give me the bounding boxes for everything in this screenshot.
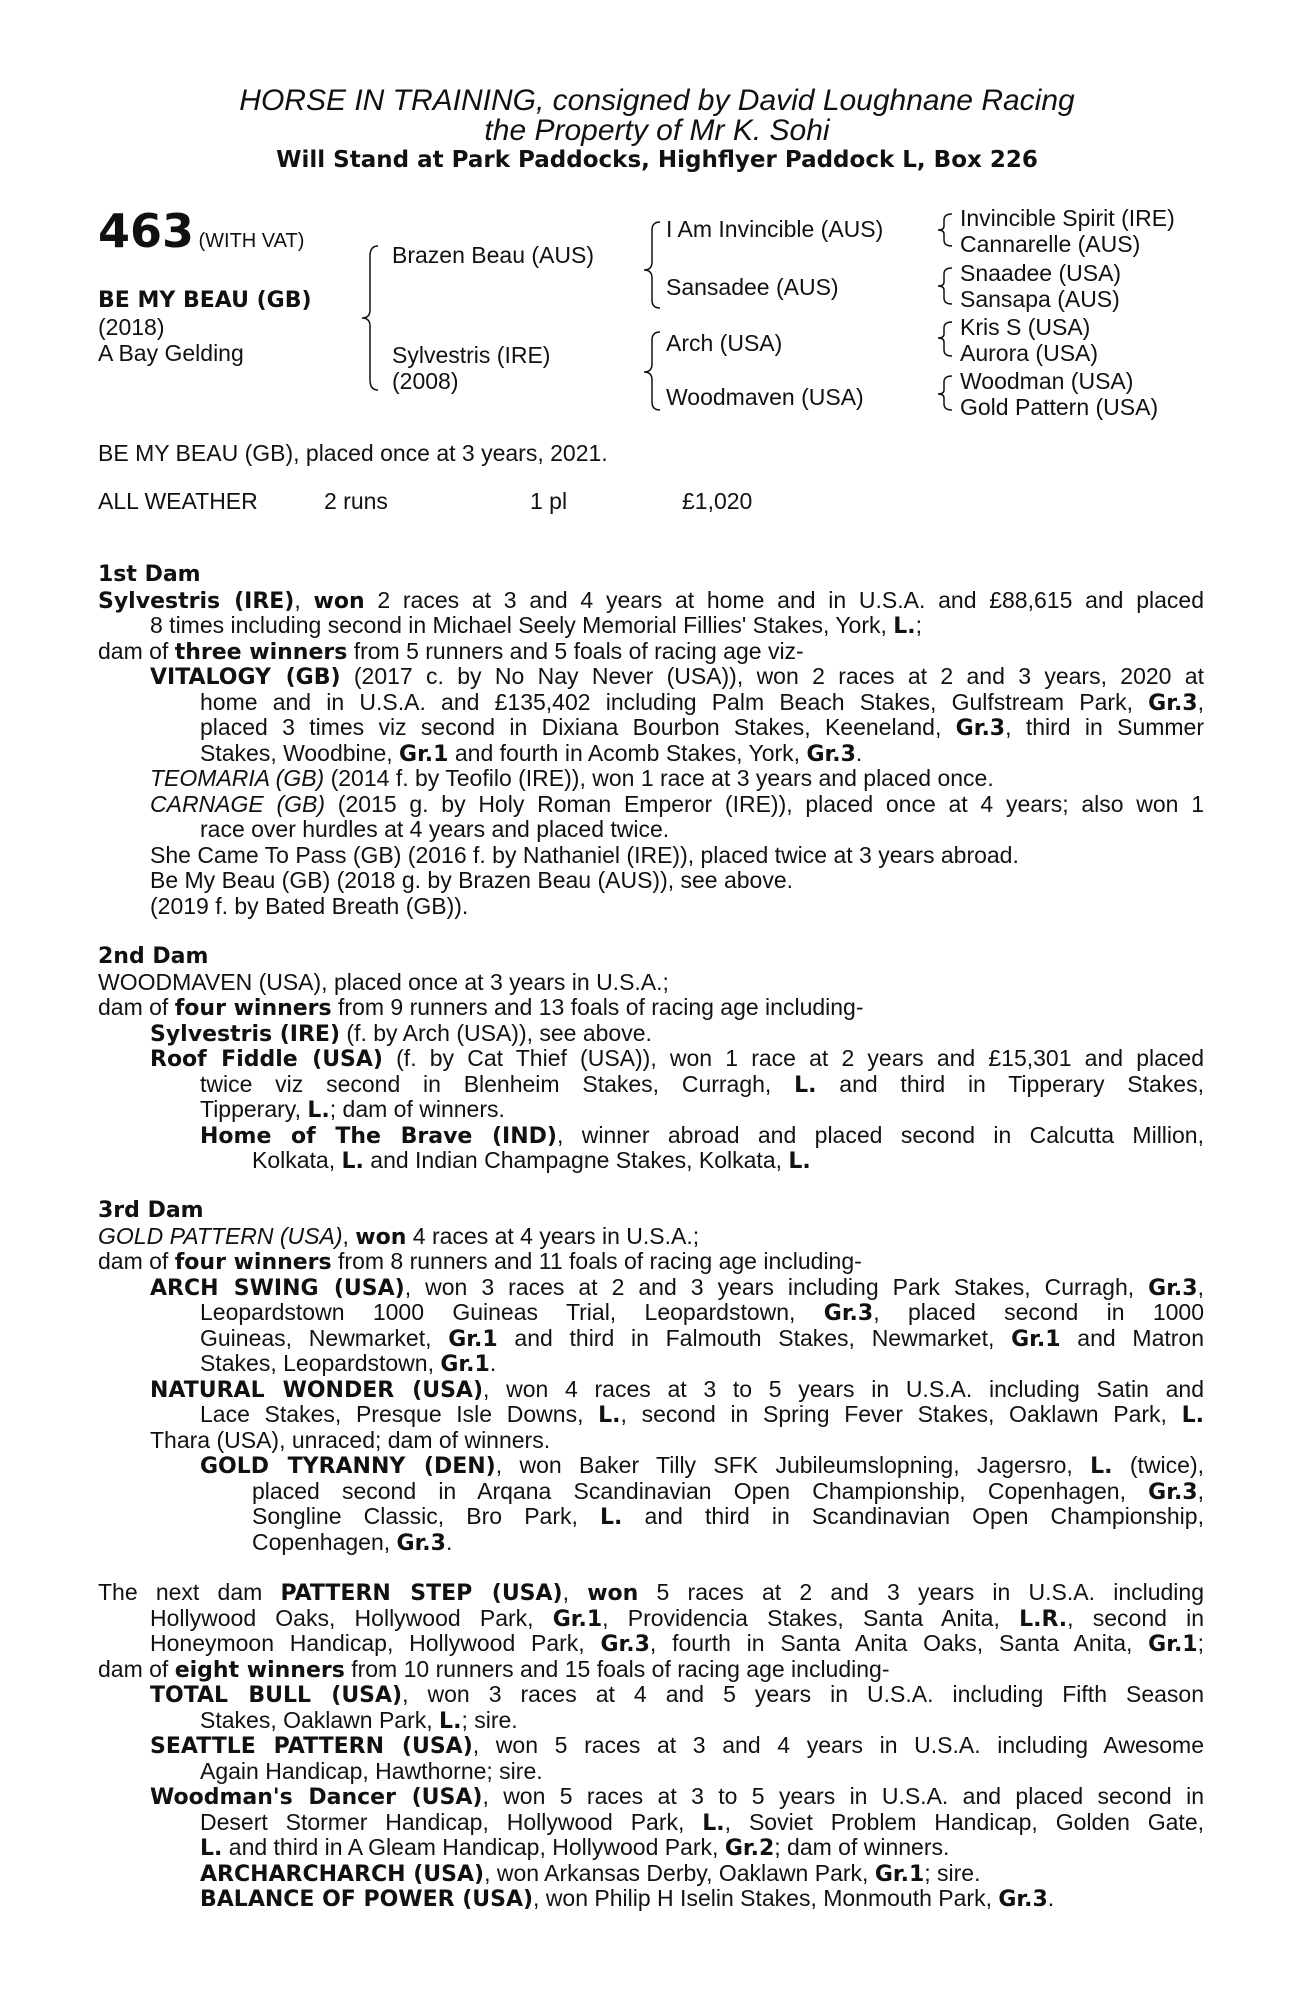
progeny-line: Tipperary, L.; dam of winners. [200, 1096, 505, 1123]
progeny-line: Woodman's Dancer (USA), won 5 races at 3 to 5 years in U.S.A. and placed second in [150, 1783, 1204, 1810]
record-placed: 1 pl [530, 488, 568, 514]
progeny-line: SEATTLE PATTERN (USA), won 5 races at 3 and 4 years in U.S.A. including Awesome [150, 1732, 1204, 1759]
progeny-line: Home of The Brave (IND), winner abroad and placed second in Calcutta Million, [200, 1121, 1204, 1149]
progeny-line: Kolkata, L. and Indian Champagne Stakes, Kolkata, L. [252, 1147, 811, 1174]
next-dam-section [98, 1580, 1204, 1912]
header-line-location: Will Stand at Park Paddocks, Highflyer Paddock L, Box 226 [276, 147, 1038, 173]
progeny-line: Stakes, Woodbine, Gr.1 and fourth in Acomb Stakes, York, Gr.3. [200, 739, 863, 767]
header-line-property: the Property of Mr K. Sohi [484, 114, 830, 147]
section-heading: 2nd Dam [98, 944, 209, 969]
dam-line: dam of four winners from 9 runners and 13 foals of racing age including- [98, 994, 864, 1021]
progeny-line: placed second in Arqana Scandinavian Open Championship, Copenhagen, Gr.3, [252, 1477, 1204, 1505]
dam-line: GOLD PATTERN (USA), won 4 races at 4 years in U.S.A.; [98, 1222, 700, 1250]
progeny-line: Guineas, Newmarket, Gr.1 and third in Falmouth Stakes, Newmarket, Gr.1 and Matron [200, 1324, 1204, 1352]
progeny-line: placed 3 times viz second in Dixiana Bourbon Stakes, Keeneland, Gr.3, third in Summer [200, 714, 1205, 741]
header-line-consignor: HORSE IN TRAINING, consigned by David Loughnane Racing [239, 84, 1075, 117]
pedigree-dam: Sylvestris (IRE) [392, 342, 551, 368]
progeny-line: ARCH SWING (USA), won 3 races at 2 and 3 years including Park Stakes, Curragh, Gr.3, [150, 1273, 1204, 1301]
dam-line: Honeymoon Handicap, Hollywood Park, Gr.3, fourth in Santa Anita Oaks, Santa Anita, Gr.1; [150, 1630, 1204, 1657]
progeny-line: NATURAL WONDER (USA), won 4 races at 3 to 5 years in U.S.A. including Satin and [150, 1375, 1204, 1403]
pedigree-dam-sire: Arch (USA) [666, 330, 783, 356]
progeny-line: home and in U.S.A. and £135,402 including Palm Beach Stakes, Gulfstream Park, Gr.3, [200, 688, 1204, 716]
first-dam-section [98, 562, 1204, 919]
dam-line: dam of three winners from 5 runners and 5 foals of racing age viz- [98, 637, 804, 665]
dam-line: dam of four winners from 8 runners and 11 foals of racing age including- [98, 1248, 862, 1275]
lot-vat: (WITH VAT) [198, 230, 305, 252]
pedigree-g1: Invincible Spirit (IRE) [960, 205, 1175, 231]
progeny-line: Stakes, Leopardstown, Gr.1. [200, 1350, 497, 1377]
progeny-line: Lace Stakes, Presque Isle Downs, L., second in Spring Fever Stakes, Oaklawn Park, L. [200, 1401, 1204, 1428]
progeny-line: Desert Stormer Handicap, Hollywood Park, L., Soviet Problem Handicap, Golden Gate, [200, 1808, 1204, 1836]
pedigree-g8: Gold Pattern (USA) [960, 394, 1159, 420]
record-surface: ALL WEATHER [98, 488, 258, 514]
pedigree-g3: Snaadee (USA) [960, 260, 1122, 286]
race-summary: BE MY BEAU (GB), placed once at 3 years, 2021. [98, 440, 608, 466]
pedigree-g4: Sansapa (AUS) [960, 286, 1120, 312]
progeny-line: Leopardstown 1000 Guineas Trial, Leopardstown, Gr.3, placed second in 1000 [200, 1299, 1204, 1326]
progeny-line: ARCHARCHARCH (USA), won Arkansas Derby, Oaklawn Park, Gr.1; sire. [200, 1859, 981, 1887]
dam-line: dam of eight winners from 10 runners and 15 foals of racing age including- [98, 1655, 890, 1683]
progeny-line: VITALOGY (GB) (2017 c. by No Nay Never (USA)), won 2 races at 2 and 3 years, 2020 at [150, 663, 1204, 690]
dam-line: Sylvestris (IRE), won 2 races at 3 and 4 years at home and in U.S.A. and £88,615 and placed [98, 586, 1204, 614]
pedigree-g6: Aurora (USA) [960, 340, 1099, 366]
progeny-line: twice viz second in Blenheim Stakes, Curragh, L. and third in Tipperary Stakes, [200, 1070, 1204, 1098]
horse-year: (2018) [98, 314, 165, 340]
pedigree-sire: Brazen Beau (AUS) [392, 242, 594, 268]
pedigree-dam-dam: Woodmaven (USA) [666, 384, 864, 410]
section-heading: 3rd Dam [98, 1198, 204, 1223]
dam-line: 8 times including second in Michael Seely Memorial Fillies' Stakes, York, L.; [150, 612, 923, 639]
progeny-line: L. and third in A Gleam Handicap, Hollywood Park, Gr.2; dam of winners. [200, 1834, 950, 1861]
pedigree-sire-dam: Sansadee (AUS) [666, 274, 839, 300]
progeny-line: BALANCE OF POWER (USA), won Philip H Iselin Stakes, Monmouth Park, Gr.3. [200, 1885, 1055, 1912]
dam-line: The next dam PATTERN STEP (USA), won 5 races at 2 and 3 years in U.S.A. including [98, 1579, 1205, 1606]
progeny-line: GOLD TYRANNY (DEN), won Baker Tilly SFK Jubileumslopning, Jagersro, L. (twice), [200, 1452, 1204, 1479]
record-prize: £1,020 [682, 488, 753, 514]
record-runs: 2 runs [324, 488, 388, 514]
progeny-line: race over hurdles at 4 years and placed twice. [200, 816, 670, 842]
pedigree-g5: Kris S (USA) [960, 314, 1091, 340]
progeny-line: Stakes, Oaklawn Park, L.; sire. [200, 1706, 518, 1734]
progeny-line: Be My Beau (GB) (2018 g. by Brazen Beau (AUS)), see above. [150, 867, 794, 893]
progeny-line: She Came To Pass (GB) (2016 f. by Nathaniel (IRE)), placed twice at 3 years abroad. [150, 841, 1019, 868]
pedigree-g7: Woodman (USA) [960, 368, 1134, 394]
progeny-line: TOTAL BULL (USA), won 3 races at 4 and 5 years in U.S.A. including Fifth Season [150, 1681, 1204, 1708]
third-dam-section [98, 1198, 1204, 1555]
progeny-line: Again Handicap, Hawthorne; sire. [200, 1757, 543, 1784]
progeny-line: CARNAGE (GB) (2015 g. by Holy Roman Emperor (IRE)), placed once at 4 years; also won 1 [150, 790, 1205, 817]
section-heading: 1st Dam [98, 562, 201, 587]
dam-line: Hollywood Oaks, Hollywood Park, Gr.1, Providencia Stakes, Santa Anita, L.R., second in [150, 1604, 1204, 1632]
pedigree-g2: Cannarelle (AUS) [960, 231, 1141, 257]
dam-line: WOODMAVEN (USA), placed once at 3 years in U.S.A.; [98, 968, 669, 995]
progeny-line: Copenhagen, Gr.3. [252, 1528, 453, 1556]
horse-description: A Bay Gelding [98, 340, 244, 366]
second-dam-section [98, 944, 1204, 1174]
pedigree-dam-year: (2008) [392, 368, 459, 394]
lot-number: 463 [98, 204, 195, 258]
progeny-line: (2019 f. by Bated Breath (GB)). [150, 892, 469, 919]
progeny-line: Thara (USA), unraced; dam of winners. [150, 1426, 551, 1453]
progeny-line: Songline Classic, Bro Park, L. and third in Scandinavian Open Championship, [252, 1503, 1204, 1530]
pedigree-sire-sire: I Am Invincible (AUS) [666, 216, 884, 242]
progeny-line: Roof Fiddle (USA) (f. by Cat Thief (USA)), won 1 race at 2 years and £15,301 and placed [150, 1045, 1204, 1072]
progeny-line: Sylvestris (IRE) (f. by Arch (USA)), see above. [150, 1019, 652, 1047]
progeny-line: TEOMARIA (GB) (2014 f. by Teofilo (IRE)), won 1 race at 3 years and placed once. [150, 765, 994, 791]
horse-name: BE MY BEAU (GB) [98, 288, 312, 313]
